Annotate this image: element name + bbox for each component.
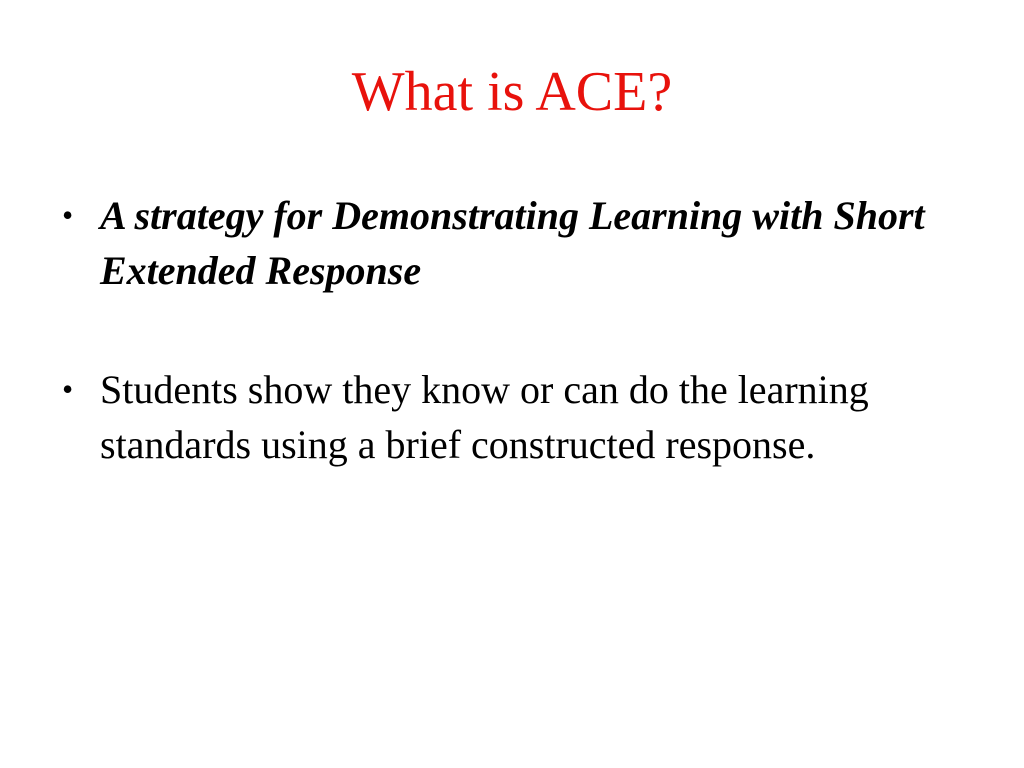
bullet-icon: • <box>62 371 74 407</box>
slide-title: What is ACE? <box>351 61 673 123</box>
bullet-text-strategy: A strategy for Demonstrating Learning with Short Extended Response <box>100 193 925 293</box>
bullet-list <box>60 188 970 472</box>
bullet-icon: • <box>62 197 74 233</box>
bullet-item <box>60 188 970 298</box>
bullet-item <box>60 362 970 472</box>
bullet-text-students: Students show they know or can do the learning standards using a brief constructed response. <box>100 367 869 467</box>
